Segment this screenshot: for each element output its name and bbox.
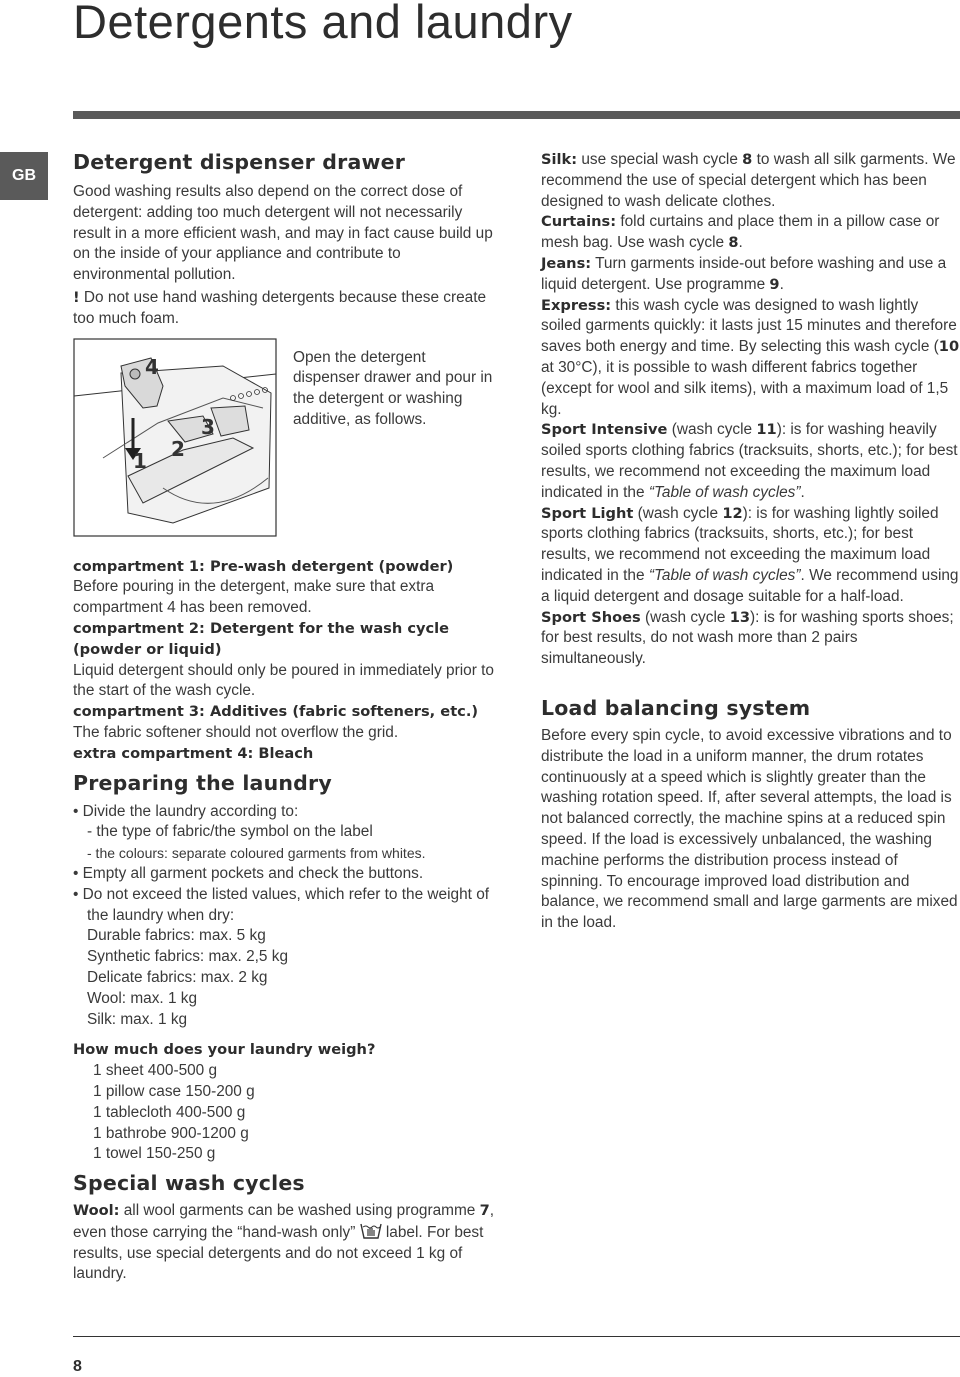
preparing-sub-1: - the type of fabric/the symbol on the label: [87, 823, 373, 841]
compartment-2-heading: compartment 2: Detergent for the wash cycle (powder or liquid): [73, 619, 450, 658]
sport-shoes-paragraph: [541, 608, 960, 670]
compartment-3-heading: compartment 3: Additives (fabric softeners, etc.): [73, 703, 479, 721]
compartment-4-heading: extra compartment 4: Bleach: [73, 744, 314, 762]
figure-label-1: 1: [133, 448, 147, 473]
limit-item: Silk: max. 1 kg: [87, 1010, 188, 1028]
sport-light-label: Sport Light: [541, 504, 634, 522]
weight-item: 1 bathrobe 900-1200 g: [93, 1124, 249, 1142]
sport-shoes-text: ): is for washing sports shoes; for best results, do not wash more than 2 pairs simultaneously.: [541, 608, 954, 668]
compartment-2-text: Liquid detergent should only be poured in immediately prior to the start of the wash cycle.: [73, 661, 494, 700]
silk-label: Silk:: [541, 151, 578, 168]
weight-item: 1 sheet 400-500 g: [93, 1062, 218, 1080]
preparing-bullet-3: • Do not exceed the listed values, which refer to the weight of the laundry when dry:: [73, 885, 490, 924]
sport-intensive-paragraph: [541, 420, 960, 503]
preparing-heading: Preparing the laundry: [73, 770, 332, 795]
compartment-list: [73, 557, 497, 765]
express-paragraph: [541, 296, 960, 421]
limit-item: Synthetic fabrics: max. 2,5 kg: [87, 948, 289, 966]
sport-light-programme: 12: [722, 504, 743, 522]
dispenser-intro: Good washing results also depend on the correct dose of detergent: adding too much detergent will not necessarily result in a more efficient wash, and may in fact cause build up on the inside of your appliance and contribute to environmental pollution.: [73, 183, 493, 284]
curtains-text: fold curtains and place them in a pillow case or mesh bag. Use wash cycle: [541, 213, 940, 252]
right-column: [541, 150, 960, 934]
wool-text: label. For best results, use special detergents and do not exceed 1 kg of laundry.: [73, 1223, 484, 1283]
sport-light-text: (wash cycle: [633, 504, 723, 522]
jeans-label: Jeans:: [541, 254, 592, 272]
compartment-1-text: Before pouring in the detergent, make sure that extra compartment 4 has been removed.: [73, 578, 435, 617]
limit-item: Wool: max. 1 kg: [87, 989, 198, 1007]
preparing-bullet-1: • Divide the laundry according to:: [73, 802, 299, 820]
dispenser-warning: [73, 288, 497, 330]
express-programme: 10: [938, 338, 960, 356]
silk-text: use special wash cycle: [577, 151, 743, 168]
weight-list: [73, 1061, 497, 1165]
left-column: [73, 148, 497, 1285]
jeans-programme: 9: [769, 275, 780, 293]
sport-intensive-text: ): is for washing heavily soiled sports clothing fabrics (tracksuits, shorts, etc.); for best results, we recommend not exceeding the maximum load indicated in the: [541, 421, 958, 501]
wool-text: all wool garments can be washed using programme: [119, 1202, 480, 1220]
balancing-text: Before every spin cycle, to avoid excessive vibrations and to distribute the load in a uniform manner, the drum rotates continuously at a speed which is slightly greater than the washing rotation speed. If, after several attempts, the load is not balanced correctly, the machine spins at a reduced spin speed. If the load is excessively unbalanced, the washing machine performs the distribution process instead of spinning. To encourage improved load distribution and balance, we recommend small and large garments are mixed in the load.: [541, 726, 958, 932]
curtains-text: .: [738, 234, 743, 252]
silk-text: to wash all silk garments. We recommend the use of special detergent which has been designed to wash delicate clothes.: [541, 151, 956, 210]
jeans-paragraph: [541, 254, 960, 296]
express-label: Express:: [541, 296, 612, 314]
silk-paragraph: [541, 150, 960, 212]
language-tab: GB: [0, 152, 48, 200]
limit-item: Delicate fabrics: max. 2 kg: [87, 968, 268, 986]
dispenser-drawer-illustration: [73, 338, 278, 538]
hand-wash-icon: [360, 1222, 382, 1240]
warning-mark: !: [73, 288, 80, 306]
weight-item: 1 towel 150-250 g: [93, 1145, 216, 1163]
sport-shoes-label: Sport Shoes: [541, 608, 641, 626]
compartment-3-text: The fabric softener should not overflow the grid.: [73, 723, 399, 741]
express-text: this wash cycle was designed to wash lightly soiled garments quickly: it lasts just 15 minutes and therefore saves both energy and time. By selecting this wash cycle (: [541, 296, 957, 356]
weight-item: 1 pillow case 150-200 g: [93, 1082, 255, 1100]
page-number: 8: [73, 1358, 82, 1375]
compartment-1-heading: compartment 1: Pre-wash detergent (powder): [73, 557, 454, 575]
wool-paragraph: [73, 1201, 497, 1285]
sport-light-paragraph: [541, 504, 960, 608]
wool-text: , even those carrying the “hand-wash only”: [73, 1202, 495, 1241]
figure-caption: Open the detergent dispenser drawer and pour in the detergent or washing additive, as follows.: [293, 348, 493, 428]
sport-intensive-text: (wash cycle: [667, 421, 757, 439]
sport-intensive-text: .: [800, 483, 805, 501]
sport-shoes-programme: 13: [729, 608, 751, 626]
sport-intensive-programme: 11: [756, 421, 777, 439]
jeans-text: Turn garments inside-out before washing and use a liquid detergent. Use programme: [541, 254, 947, 293]
title-rule: [73, 111, 960, 119]
preparing-bullet-2: • Empty all garment pockets and check the buttons.: [73, 864, 424, 882]
balancing-heading: Load balancing system: [541, 695, 811, 720]
footer-rule: [73, 1336, 960, 1337]
preparing-sub-2: - the colours: separate coloured garments from whites.: [87, 845, 426, 862]
jeans-text: .: [779, 275, 784, 293]
sport-shoes-text: (wash cycle: [640, 608, 730, 626]
sport-light-text: ): is for washing lightly soiled sports clothing fabrics (tracksuits, shorts, etc.); for best results, we recommend not exceeding the maximum load indicated in the: [541, 504, 939, 584]
page-title: Detergents and laundry: [73, 0, 573, 48]
figure-label-2: 2: [171, 436, 185, 461]
wool-programme: 7: [479, 1202, 490, 1220]
weigh-heading: How much does your laundry weigh?: [73, 1041, 376, 1059]
sport-light-text: . We recommend using a liquid detergent and dosage suitable for a half-load.: [541, 566, 959, 605]
wool-label: Wool:: [73, 1202, 120, 1220]
preparing-list: [73, 802, 497, 1031]
curtains-label: Curtains:: [541, 213, 617, 231]
limit-item: Durable fabrics: max. 5 kg: [87, 927, 266, 945]
wash-table-reference: “Table of wash cycles”: [648, 483, 801, 501]
silk-programme: 8: [742, 151, 753, 168]
special-heading: Special wash cycles: [73, 1171, 305, 1196]
figure-label-4: 4: [145, 354, 159, 379]
curtains-paragraph: [541, 212, 960, 254]
weight-item: 1 tablecloth 400-500 g: [93, 1103, 246, 1121]
curtains-programme: 8: [728, 234, 739, 252]
dispenser-heading: Detergent dispenser drawer: [73, 150, 406, 174]
warning-text: Do not use hand washing detergents because these create too much foam.: [73, 288, 487, 327]
express-text: at 30°C), it is possible to wash different fabrics together (except for wool and silk items), with a maximum load of 1,5 kg.: [541, 358, 949, 418]
sport-intensive-label: Sport Intensive: [541, 421, 668, 439]
dispenser-figure: [73, 338, 497, 545]
wash-table-reference: “Table of wash cycles”: [648, 566, 801, 584]
figure-label-3: 3: [201, 414, 215, 439]
